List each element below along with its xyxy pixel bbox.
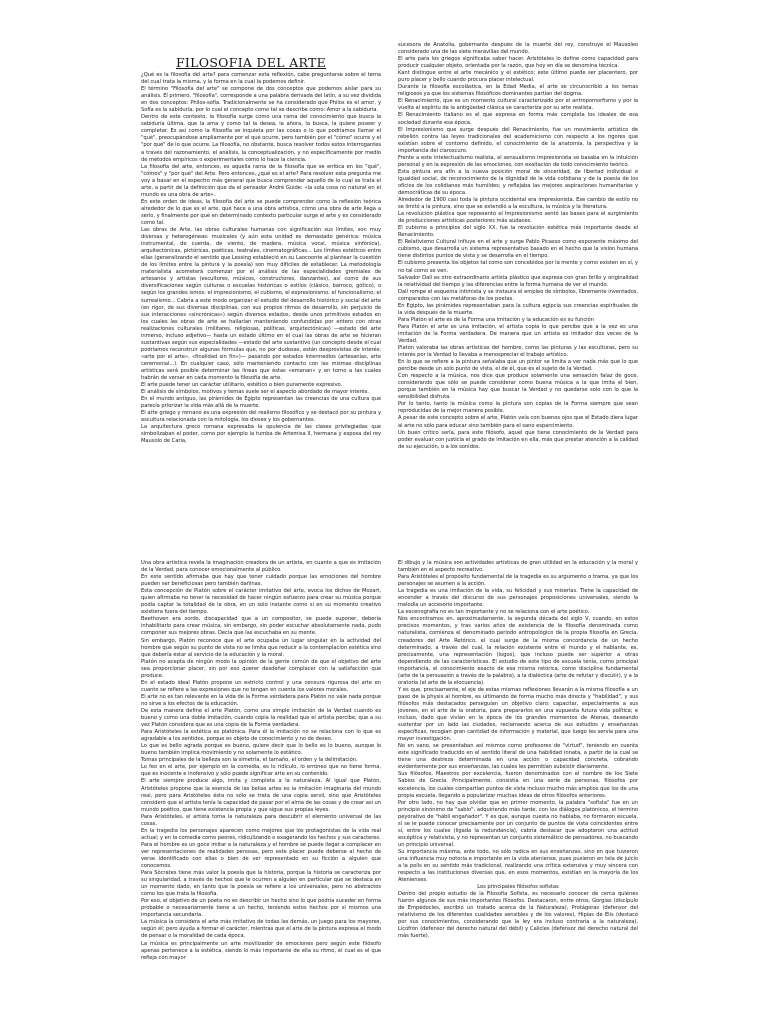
paragraph: Alrededor de 1900 casi toda la pintura occidental era impresionista. Ese cambio de estilo no se limitó a la pintura, sino que se extendió a la escultura, la música y la literatura.: [398, 197, 638, 211]
paragraph: Un buen crítico sería, para este filósofo, aquel que tiene conocimiento de la Verdad para poder evaluar con justicia el grado de imitación en ella, más que prestar atención a la calidad de su ejecución, o a los sonidos.: [398, 429, 638, 450]
paragraph: Las obras de Arte, las obras culturales humanas con significación sus límites, son muy diversas y heterogéneas: musicales (y aún esta unidad es demasiado genérica: música instrumental, de cuerda, de viento, de madera, música vocal, música sinfónica), arquitectónicas, pictóricas, poéticas, teatrales, cinematográficas... Los límites estéticos entre ellas (generalizando el sentido que Lessing estableció en su Laocoonte al plantear la cuestión de los límites entre la pintura y la poesía) son muy difíciles de establecer. La metodología materialista acometerá comenzar por el análisis de las especialidades gremiales de artesanos y artistas (escultores, músicos, constructores, danzantes), así como de sus diversificaciones según culturas o escuelas históricas o estilos (clásico, barroco, gótico), o según los grandes ismos: el impresionismo, el cubismo, el expresionismo, el funcionalismo, el surrealismo... Cabría a este modo organizar el estudio del desarrollo histórico y social del arte (en rigor, de sus diversas disciplinas, con sus propios ritmos de desarrollo, sin perjuicio de sus interacciones «sincrónicas») según diversos estados, desde unos primitivos estados en los cuales las obras de arte se hallarían manteniendo confundidas por entero con otras realizaciones culturales (militares, religiosas, políticas, arquitectónicas) —estado del arte inmerso, incluso adjetivo— hasta un estado último en el cual las obras de arte se hicieran sustantivas según sus especialidades —estado del arte sustantivo (un concepto desde el cual podríamos reconstruir algunas fórmulas que, no por dudosas, están desprovistas de interés: «arte por el arte», «finalidad sin fin»)— pasando por estados intermedios (artesanías, arte ceremonial...). En cualquier caso, sólo manteniendo contacto con las mismas disciplinas artísticas será posible determinar las líneas que éstas «emanan» y en torno a las cuales habrán de versar en cada momento la filosofía de arte.: [141, 227, 381, 382]
paragraph: En lo que se refiere a la pintura señalaba que un pintor se limita a ver nada más que lo que percibe desde un solo punto de vista, el de él, que es el sujeto de la Verdad.: [398, 359, 638, 373]
paragraph: En este orden de ideas, la filosofía del arte se puede comprender como la reflexión teórica alrededor de lo que es el arte, qué hace a una obra artística, cómo una obra de arte llega a serlo, y finalmente por qué en determinado contexto particular surge el arte y es considerado como tal.: [141, 198, 381, 226]
paragraph: Dentro del propio estudio de la Filosofía Sofista, es necesario conocer de cerca quiénes fueron algunos de sus más importantes filósofos. Destacaron, entre otros, Gorgias (discípulo de Empédocles, escribió un tratado acerca de la Naturaleza), Protágoras (defensor del relativismo de los diferentes cualidades sensibles y de los valores), Hipias de Elis (destacó por sus conocimientos, considerando que la ley era incluso contraria a la naturaleza), Licofrón (defensor del derecho natural del débil) y Calicles (defensor del derecho natural del más fuerte).: [398, 891, 638, 940]
paragraph: Para Platón el arte es una imitación, el artista copia lo que percibe que a la vez es una imitación de la Forma verdadera. De manera que un artista es imitador dos veces de la Verdad.: [398, 323, 638, 344]
paragraph: La revolución plástica que representó el Impresionismo sentó las bases para el surgimiento de producciones artísticas posteriores más audaces.: [398, 211, 638, 225]
paragraph: Sin embargo, Platón reconoce que el arte ocupaba un lugar singular en la actividad del hombre que según su punto de vista no se limita que reducir a la contemplación estética sino que debería estar al servicio de la educación y la moral.: [141, 637, 381, 658]
paragraph: El arte griego y romano es una expresión del realismo filosófico y se destacó por su pintura y escultura relacionada con la mitología, los dioses y los gobernantes.: [141, 410, 381, 424]
paragraph: Kant distingue entre el arte mecánico y el estético; este último puede ser placentero, por puro placer y bello cuando procura placer intelectual.: [398, 70, 638, 84]
paragraph: El Impresionismo que surge después del Renacimiento, fue un movimiento artístico de rebelión contra las leyes tradicionales del academicismo con respecto a los rigores que existían sobre el contorno definido, el conocimiento de la anatomía, la perspectiva y la importancia del claroscuro.: [398, 126, 638, 154]
paragraph: El dibujo y la música son actividades artísticas de gran utilidad en la educación y la moral y también en el aspecto recreativo.: [398, 560, 638, 574]
paragraph: De esta manera define el arte Platón, como una simple imitación de la Verdad cuando es bueno y como una doble imitación, cuando copia la realidad que el artista percibe, que a su vez Platón considera que es una copia de la Forma verdadera.: [141, 707, 381, 729]
paragraph: Platón valoraba las obras artísticas del hombre, como las pinturas y las esculturas, pero su interés por la Verdad lo llevaba a menospreciar el trabajo artístico.: [398, 345, 638, 359]
paragraph: Platón no acepta de ningún modo la opinión de la gente común de que el objetivo del arte sea proporcionar placer, sin por eso querer desdeñar complacer con la satisfacción que produce.: [141, 658, 381, 679]
paragraph: Para Sócrates tiene más valor la poesía que la historia, porque la historia se caracteriza por su singularidad, a través de hechos que le ocurren a alguien en particular que se destaca en un momento dado, en tanto que la poesía se refiere a los universales, pero no abstractos como los que trata la filosofía.: [141, 870, 381, 898]
paragraph: Por otro lado, no hay que olvidar que en primer momento, la palabra "sofista" fue en un principio sinónimo de "sabio", adquiriendo más tarde, con los diálogos platónicos, el término peyorativo de "hábil engañador". Y es que, aunque cuesta no hablaba, no formaron escuela, sí se le puede conocer precisamente por un conjunto de puntos de vista coincidentes entre sí, entre los cuales (ligada la redundancia), cabría destacar que adoptaron una actitud escéptica y relativista, y no representan un conjunto sistemático de pensadores, no buscando un principio universal.: [398, 799, 638, 848]
paragraph: La escenografía no es tan importante y no se relaciona con el arte poético.: [398, 609, 590, 616]
paragraph: Esta pintura era afín a la nueva posición moral de sinceridad, de libertad individual e igualdad social, de reconocimiento de la dignidad de la vida cotidiana y de la poesía de los oficios de los colidianos más humildes; y reflejaba las mejores aspiraciones humanitarias y democráticas de su época.: [398, 168, 638, 196]
paragraph: La arquitectura greco romana expresaba la opulencia de las clases privilegiadas que simbolizaban el poder, como por ejemplo la tumba de Artemisa II, hermana y esposa del rey Mausolo de Caria,: [141, 424, 381, 445]
paragraph: El Relativismo Cultural influye en el arte y surge Pablo Picasso como exponente máximo del cubismo, que desarrolla un sistema representativo basado en el hecho que la visión humana tiene distintos puntos de vista y se desarrolla en el tiempo.: [398, 239, 638, 260]
paragraph: Nos encontramos en, aproximadamente, la segunda década del siglo V, cuando, en estos precisos momentos, y tras varios años de existencia de la filosofía denominada como naturalista, comienza el denominado periodo antropológico de la propia filosofía en Grecia, creadores del Arte Retórico, el cual surge de la misma concordancia de un hecho determinado, a través del cual, la relación existente entre el mundo y el hablante, es, precisamente, una representación (logos), que incluso puede ser superior a otras dependiendo de las características. El estudio de este tipo de escuela tenía, como principal importancia, el conocimiento exacto de esa misma retórica, como disciplina fundamental (arte de la persuasión a través de la palabra), a la dialéctica (arte de refutar y discutir), y a la oratoria (el arte de la elocuencia).: [398, 616, 638, 686]
paragraph: Beethoven era sordo, discapacidad que a un compositor, se puede suponer, debería inhabilitarlo para crear música, sin embargo, sin poder escuchar absolutamente nada, pudo componer sus mejores obras. Decía que las escuchaba en su mente.: [141, 616, 381, 637]
bottom-left-column: [141, 560, 381, 1020]
paragraph: El arte para los griegos significaba saber hacer. Aristóteles lo define como capacidad para producir cualquier objeto, orientada por la razón, que hoy en día se denomina técnica.: [398, 56, 638, 70]
paragraph: Por lo tanto, tanto la música como la pintura son copias de la Forma siempre que sean reproducidas de la mejor manera posible.: [398, 401, 638, 415]
paragraph: El arte puede tener un carácter utilitario, estético o bien puramente expresivo.: [141, 382, 343, 389]
paragraph: Sus filósofos, Maestros por excelencia, fueron denominados con el nombre de los Siete Sabios de Grecia. Principalmente, consistía en una serie de personas, filósofos por excelencia, los cuales compartían puntos de vista incluso mucho más amplios que los de una propia escuela, llegando a popularizar muchas ideas de otros filósofos anteriores.: [398, 771, 638, 799]
paragraph: El arte siempre produce algo, imita y completa a la naturaleza. Al igual que Platón, Aristóteles propone que la esencia de las bellas artes es la imitación imaginaria del mundo real, pero para Aristóteles ésta no sólo se trata de una copia servil, sino que Aristóteles consideró que el artista tenía la capacidad de pasar por el alma de las cosas y de crear así un mundo poético, que tiene existencia propia y que sigue sus propias leyes.: [141, 778, 381, 813]
paragraph: No en vano, se presentaban así mismos como profesores de "virtud", teniendo en cuenta este significado traducido en el sentido literal de una habilidad innata, a partir de la cual se tiene una destreza determinada en una acción o capacidad concreta, cobrando evidentemente por sus enseñanzas, las cuales les permitían subsistir diariamente.: [398, 743, 638, 771]
paragraph: El cubismo presenta los objetos tal como son concebidos por la mente y como existen en sí, y no tal como se ven.: [398, 260, 638, 274]
paragraph: Durante la filosofía escolástica, en la Edad Media, el arte se circunscribió a los temas religiosos ya que los sistemas filosóficos dominantes partían del dogma.: [398, 84, 638, 98]
section-heading: Los principales filósofos sofistas: [477, 884, 559, 891]
paragraph: La música la considera el arte más imitativo de todas las demás, un juego para los mayores, según él; pero ayuda a formar el carácter, mientras que el arte de la pintura expresa el modo de pensar o la moralidad de cada época.: [141, 919, 381, 940]
paragraph: El término "Filosofía del arte" se compone de dos conceptos que podemos aislar para su análisis. El primero, "filosofía", corresponde a una palabra derivada del latín, a su vez dividida en dos conceptos: Philos-sofía. Tradicionalmente se ha considerado que Philos es el amor, y Sofía es la sabiduría, por lo cual el concepto como tal se describe como: Amor a la sabiduría.: [141, 86, 381, 114]
paragraph: En el mundo antiguo, las pirámides de Egipto representan las creencias de una cultura que parecía priorizar la vida más allá de la muerte.: [141, 396, 381, 410]
paragraph: El arte no es tan relevante en la vida de la Forma verdadera para Platón no vale nada porque no sirve a los efectos de la educación.: [141, 693, 381, 707]
top-left-column: [141, 56, 381, 478]
paragraph: Con respecto a la música, nos dice que produce solamente una sensación falaz de goce, considerando que sólo se puede considerar como buena música a la que imita el bien, porque también en la música hay que buscar la Verdad y no quedarse solo con lo que la sensibilidad disfruta.: [398, 373, 638, 401]
paragraph: Una obra artística revela la imaginación creadora de un artista, en cuanto a que es imitación de la Verdad, para conocer emocionalmente al público.: [141, 560, 381, 574]
paragraph: En este sentido afirmaba que hay que tener cuidado porque las emociones del hombre pueden ser beneficiosas pero también dañinas.: [141, 574, 381, 588]
paragraph: En Egipto, las pirámides representaban para la cultura egipcia sus creencias espirituales de la vida después de la muerte.: [398, 302, 638, 316]
top-right-column: [398, 42, 638, 478]
paragraph: sucesora de Anatolia, gobernante después de la muerte del rey, construye el Mausoleo considerado una de las siete maravillas del mundo.: [398, 42, 638, 56]
document-title: FILOSOFIA DEL ARTE: [175, 56, 327, 70]
bottom-right-column: [398, 560, 638, 1010]
paragraph: La filosofía del arte, entonces, es aquella rama de la filosofía que se enfoca en los "qué", "cómos" y "por qué" del Arte. Pero entonces, ¿qué es el arte? Para resolver esta pregunta me voy a basar en el espectro más general que busca comprender aquello de lo cual se trata el arte, a partir de la definición que da el pensador André Guide: «la sola cosa no natural en el mundo es una obra de arte».: [141, 163, 381, 198]
paragraph: La música es principalmente un arte movilizador de emociones pero según este filósofo apenas pertenece a la estética, siendo lo más importante de ella su ritmo, el cual es el que refleja con mayor: [141, 940, 381, 961]
paragraph: Por eso, el objetivo de un poeta no es describir un hecho sino lo que podría suceder en forma probable o necesariamente tiene a un hecho, teniendo estos hechos por sí mismos una importancia secundaria.: [141, 898, 381, 919]
paragraph: Para Aristóteles el propósito fundamental de la tragedia es su argumento o trama, ya que los personajes se asumen a la acción.: [398, 574, 638, 588]
paragraph: Para Aristóteles, el artista toma la naturaleza para descubrir el elemento universal de las cosas.: [141, 813, 381, 827]
paragraph: En la tragedia los personajes aparecen como mejores que los protagonistas de la vida real actual; y en la comedia como peores, ridiculizando o exagerando los hechos y sus caracteres.: [141, 827, 381, 841]
paragraph: Y es que, precisamente, el eje de estas mismas reflexiones llevarán a la misma filosofía a un paso de la physis al hombre, es ultimando de forma mucho más directa y "habilidad", y sus filósofos más destacados perseguían un objetivo claro: capacitar, especialmente a sus jóvenes, en el arte de la oratoria, para prepararlos en una supuesta futura vida política; e incluso, dado que vivían en la época de los grandes momentos de Atenas, deseando sustentar por un lado las ciudades, reclamando acerca de sus estudios y enseñanzas específicas, recogían gran cantidad de información y material, que luego les servía para una mayor investigación.: [398, 686, 638, 743]
paragraph: Para Aristóteles la estética es platónica. Para él la imitación no se relaciona con lo que es agradable a los sentidos, porque es objeto de conocimiento y no de deseo.: [141, 729, 381, 743]
paragraph: La tragedia es una imitación de la vida, su felicidad y sus miserias. Tiene la capacidad de encender a través del discurso de sus personajes proposiciones universales, siendo la melodía un accesorio importante.: [398, 588, 638, 609]
paragraph: Su importancia máxima, ante todo, no sólo radica en sus enseñanzas, sino en que tuvieron una influencia muy notoria e importante en la vida ateniense, pues pusieron en tela de juicio a la polis en su sentido más tradicional, realizando una crítica extensiva y muy sincera con respecto a las instituciones diversas que, en esos momentos, existían en la mayoría de los Atenienses.: [398, 848, 638, 884]
paragraph: Lo feo en el arte, por ejemplo en la comedia, es lo ridículo, lo erróneo que no tiene forma, que es inocente e inofensivo y sólo puede significar arte en su contenido.: [141, 764, 381, 778]
paragraph: Frente a este intelectualismo realista, el sensualismo impresionista se basaba en la intuición personal y en la expresión de las emociones, con exaltación de todo conocimiento teórico.: [398, 154, 638, 168]
paragraph: El cubismo a principios del siglo XX, fue la revolución estética más importante desde el Renacimiento.: [398, 225, 638, 239]
paragraph: Dalí rompe el esquema intimista y se instaura el empleo de símbolos, libremente inventados, comparados con las metáforas de los poetas.: [398, 288, 638, 302]
paragraph: Lo que es bello agrada porque es bueno, quiere decir que lo bello es lo bueno, aunque lo bueno también implica movimiento y no solamente lo estático.: [141, 743, 381, 757]
paragraph: Dentro de este contexto, la filosofía surge como una rama del conocimiento que busca la sabiduría última, que la ama y como tal la desea, la añora, la busca, la quiere poseer y completar. Es así como la filosofía se inquieta por las cosas o lo que podríamos llamar el "qué", preocupándose ampliamente por el qué ocurre, pero también por el "cómo" ocurre y el "por qué" de lo que ocurre. La filosofía, no obstante, busca resolver todos estos interrogantes a través del razonamiento, el análisis, la conceptualización, y no específicamente por medio de métodos empíricos o experimentales como lo hace la ciencia.: [141, 114, 381, 163]
paragraph: Esta concepción de Platón sobre el carácter imitativo del arte, evoca los dichos de Mozart, quien afirmaba no tener la necesidad de hacer ningún esfuerzo para crear su música porque podía captar la totalidad de la obra, en un solo instante como si en su momento creativo existiera fuera del tiempo.: [141, 588, 381, 616]
paragraph: El Renacimiento italiano es el que expresa en forma más completa los ideales de esa sociedad durante esa época.: [398, 112, 638, 126]
paragraph: Tomas principales de la belleza son la simetría, el tamaño, el orden y la delimitación.: [141, 757, 358, 764]
paragraph: ¿Qué es la filosofía del arte? para comenzar esta reflexión, cabe preguntarse sobre el tema del cual trata la misma, y la forma en la cual la podemos definir.: [141, 72, 381, 86]
paragraph: El Renacimiento, que es un momento cultural caracterizado por el antropomorfismo y por la vuelta al espíritu de la antigüedad clásica se caracteriza por su arte realista.: [398, 98, 638, 112]
paragraph: Para el hombre es un goce imitar a la naturaleza y el hombre se puede llegar a complacer en ver representaciones de realidades penosas, pero este placer puede deberse al hecho de verse identificado con ellas o bien de ver representado en su ficción a alguien que conocemos.: [141, 841, 381, 870]
paragraph: A pesar de este concepto sobre el arte, Platón veía con buenos ojos que el Estado diera lugar al arte no sólo para educar sino también para el sano esparcimiento.: [398, 415, 638, 429]
paragraph: Salvador Dalí es otro extraordinario artista plástico que expresa con gran brillo y originalidad la relatividad del tiempo y las diferencias entre la forma humana de ver el mundo.: [398, 274, 638, 288]
paragraph: Para Platón el arte es de la Forma una imitación y la educación es su función: [398, 316, 594, 323]
paragraph: En el estado ideal Platón propone un estricto control y una censura rigurosa del arte en cuanto se refiere a las expresiones que no tengan en cuenta los valores morales.: [141, 679, 381, 693]
paragraph: El análisis de símbolos, motivos y temas suele ser el aspecto abordado de mayor interés.: [141, 389, 369, 396]
